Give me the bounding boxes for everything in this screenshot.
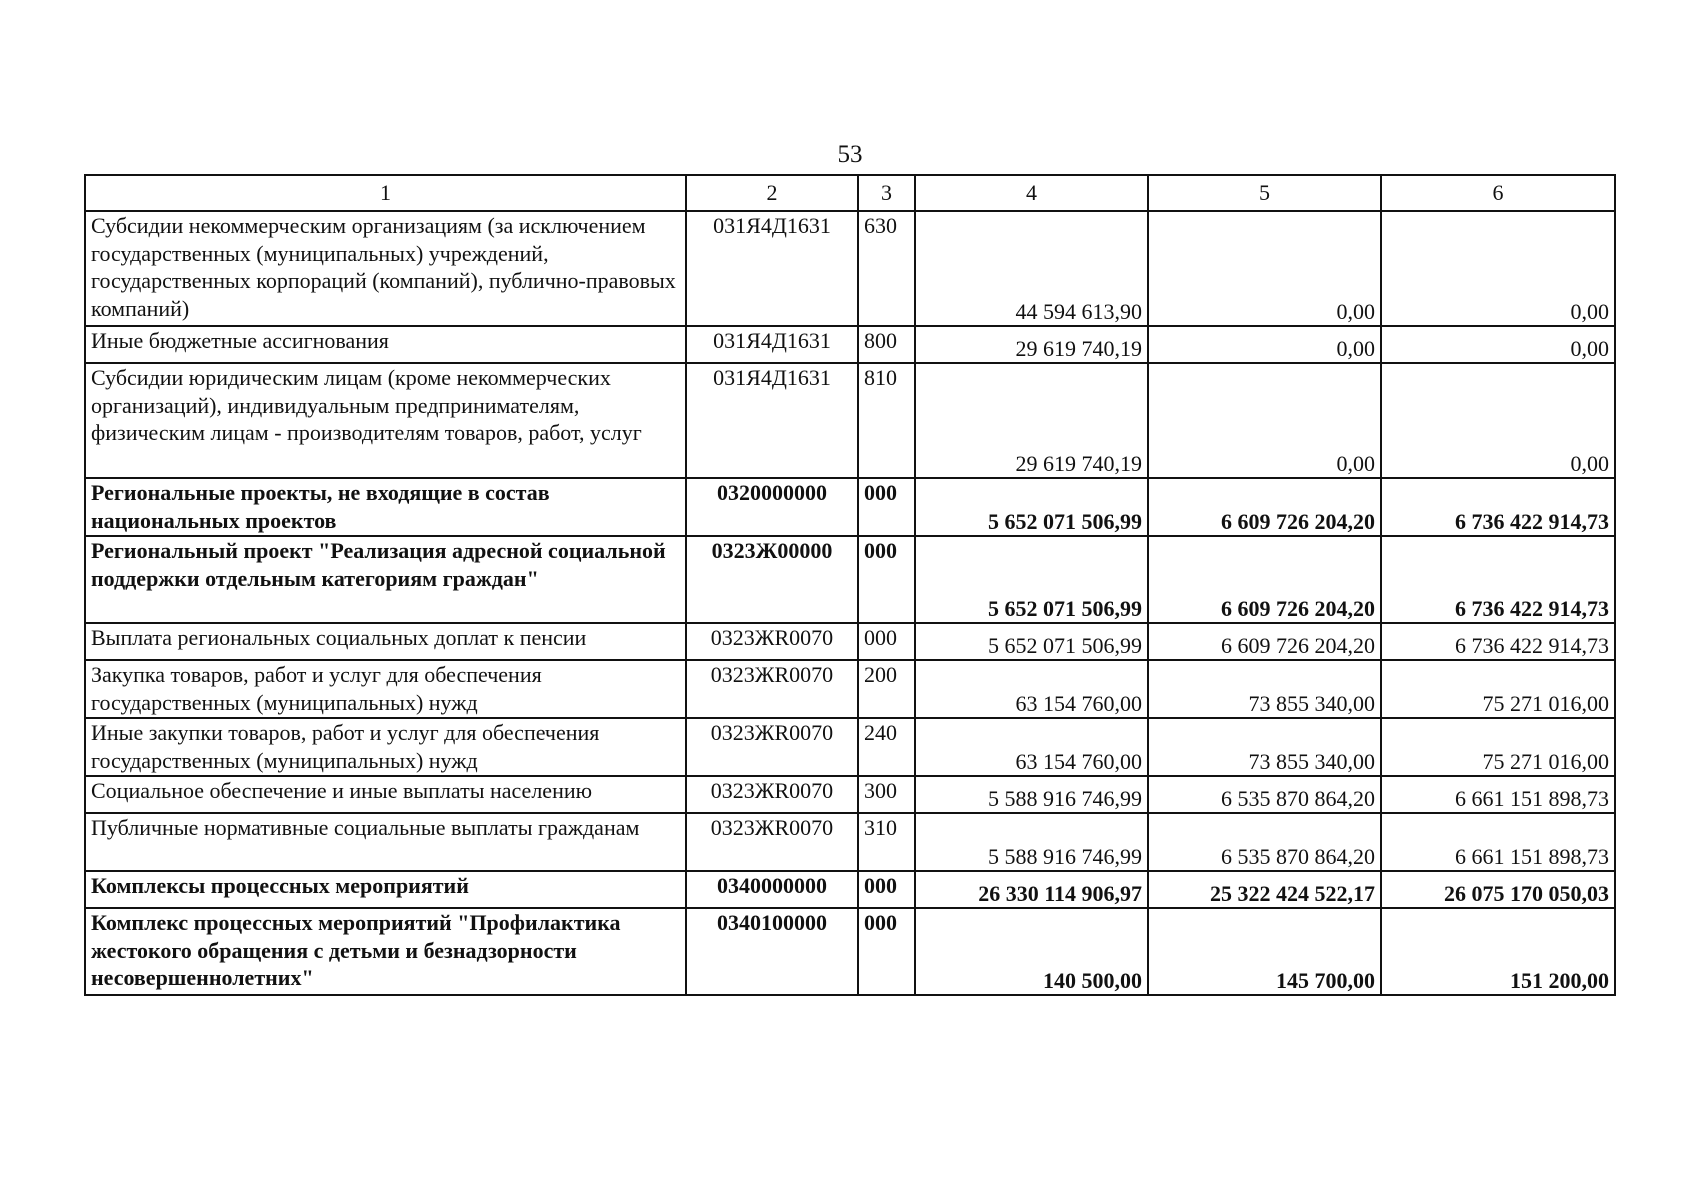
- row-target-code: 0340100000: [686, 908, 858, 995]
- row-amount-col5: 6 535 870 864,20: [1148, 776, 1381, 813]
- row-amount-col6: 0,00: [1381, 363, 1615, 478]
- table-row: [85, 871, 1615, 908]
- column-header-2: 2: [686, 175, 858, 211]
- row-name: Комплекс процессных мероприятий "Профилактика жестокого обращения с детьми и безнадзорности несовершеннолетних": [85, 908, 686, 995]
- row-name: Выплата региональных социальных доплат к пенсии: [85, 623, 686, 660]
- column-header-3: 3: [858, 175, 915, 211]
- row-target-code: 0323Ж00000: [686, 536, 858, 623]
- row-expense-type: 300: [858, 776, 915, 813]
- row-amount-col5: 73 855 340,00: [1148, 718, 1381, 776]
- table-row: [85, 211, 1615, 326]
- row-name: Региональные проекты, не входящие в состав национальных проектов: [85, 478, 686, 536]
- table-row: [85, 908, 1615, 995]
- row-amount-col4: 26 330 114 906,97: [915, 871, 1148, 908]
- row-target-code: 031Я4Д1631: [686, 326, 858, 363]
- row-name: Иные бюджетные ассигнования: [85, 326, 686, 363]
- row-amount-col4: 5 652 071 506,99: [915, 623, 1148, 660]
- row-amount-col6: 75 271 016,00: [1381, 660, 1615, 718]
- column-header-1: 1: [85, 175, 686, 211]
- row-amount-col6: 0,00: [1381, 326, 1615, 363]
- row-target-code: 031Я4Д1631: [686, 211, 858, 326]
- row-name: Субсидии юридическим лицам (кроме некоммерческих организаций), индивидуальным предпринимателям, физическим лицам - производителям товаров, работ, услуг: [85, 363, 686, 478]
- row-amount-col4: 5 652 071 506,99: [915, 536, 1148, 623]
- row-target-code: 0320000000: [686, 478, 858, 536]
- row-amount-col5: 6 609 726 204,20: [1148, 536, 1381, 623]
- row-amount-col6: 6 661 151 898,73: [1381, 813, 1615, 871]
- row-target-code: 0323ЖR0070: [686, 623, 858, 660]
- row-expense-type: 800: [858, 326, 915, 363]
- row-target-code: 0340000000: [686, 871, 858, 908]
- row-amount-col5: 25 322 424 522,17: [1148, 871, 1381, 908]
- row-expense-type: 000: [858, 623, 915, 660]
- row-target-code: 0323ЖR0070: [686, 718, 858, 776]
- row-amount-col6: 6 736 422 914,73: [1381, 478, 1615, 536]
- row-expense-type: 000: [858, 536, 915, 623]
- row-amount-col6: 6 661 151 898,73: [1381, 776, 1615, 813]
- row-amount-col4: 44 594 613,90: [915, 211, 1148, 326]
- row-amount-col5: 0,00: [1148, 326, 1381, 363]
- row-expense-type: 000: [858, 871, 915, 908]
- table-row: [85, 536, 1615, 623]
- row-name: Публичные нормативные социальные выплаты гражданам: [85, 813, 686, 871]
- row-amount-col6: 6 736 422 914,73: [1381, 623, 1615, 660]
- row-amount-col4: 5 588 916 746,99: [915, 776, 1148, 813]
- row-amount-col5: 6 609 726 204,20: [1148, 623, 1381, 660]
- row-name: Социальное обеспечение и иные выплаты населению: [85, 776, 686, 813]
- table-row: [85, 813, 1615, 871]
- row-amount-col4: 29 619 740,19: [915, 363, 1148, 478]
- table-row: [85, 718, 1615, 776]
- row-name: Иные закупки товаров, работ и услуг для обеспечения государственных (муниципальных) нужд: [85, 718, 686, 776]
- table-header-row: [85, 175, 1615, 211]
- row-amount-col6: 151 200,00: [1381, 908, 1615, 995]
- budget-table: [84, 174, 1616, 996]
- row-amount-col4: 29 619 740,19: [915, 326, 1148, 363]
- row-name: Субсидии некоммерческим организациям (за исключением государственных (муниципальных) учреждений, государственных корпораций (компаний), публично-правовых компаний): [85, 211, 686, 326]
- row-expense-type: 240: [858, 718, 915, 776]
- row-target-code: 0323ЖR0070: [686, 660, 858, 718]
- column-header-4: 4: [915, 175, 1148, 211]
- row-expense-type: 200: [858, 660, 915, 718]
- row-amount-col4: 140 500,00: [915, 908, 1148, 995]
- column-header-5: 5: [1148, 175, 1381, 211]
- row-expense-type: 000: [858, 478, 915, 536]
- row-amount-col5: 6 609 726 204,20: [1148, 478, 1381, 536]
- row-amount-col5: 6 535 870 864,20: [1148, 813, 1381, 871]
- column-header-6: 6: [1381, 175, 1615, 211]
- row-expense-type: 000: [858, 908, 915, 995]
- table-row: [85, 363, 1615, 478]
- row-expense-type: 810: [858, 363, 915, 478]
- row-amount-col6: 0,00: [1381, 211, 1615, 326]
- row-amount-col5: 0,00: [1148, 363, 1381, 478]
- table-row: [85, 478, 1615, 536]
- row-name: Закупка товаров, работ и услуг для обеспечения государственных (муниципальных) нужд: [85, 660, 686, 718]
- row-amount-col4: 5 588 916 746,99: [915, 813, 1148, 871]
- row-amount-col6: 75 271 016,00: [1381, 718, 1615, 776]
- row-target-code: 0323ЖR0070: [686, 776, 858, 813]
- row-amount-col6: 26 075 170 050,03: [1381, 871, 1615, 908]
- row-expense-type: 630: [858, 211, 915, 326]
- row-name: Региональный проект "Реализация адресной социальной поддержки отдельным категориям граждан": [85, 536, 686, 623]
- table-row: [85, 623, 1615, 660]
- table-row: [85, 660, 1615, 718]
- row-amount-col5: 73 855 340,00: [1148, 660, 1381, 718]
- row-amount-col5: 145 700,00: [1148, 908, 1381, 995]
- row-amount-col4: 63 154 760,00: [915, 660, 1148, 718]
- page-number: 53: [837, 141, 863, 168]
- row-amount-col5: 0,00: [1148, 211, 1381, 326]
- row-amount-col6: 6 736 422 914,73: [1381, 536, 1615, 623]
- row-amount-col4: 5 652 071 506,99: [915, 478, 1148, 536]
- row-amount-col4: 63 154 760,00: [915, 718, 1148, 776]
- row-name: Комплексы процессных мероприятий: [85, 871, 686, 908]
- row-expense-type: 310: [858, 813, 915, 871]
- table-row: [85, 326, 1615, 363]
- table-row: [85, 776, 1615, 813]
- row-target-code: 031Я4Д1631: [686, 363, 858, 478]
- row-target-code: 0323ЖR0070: [686, 813, 858, 871]
